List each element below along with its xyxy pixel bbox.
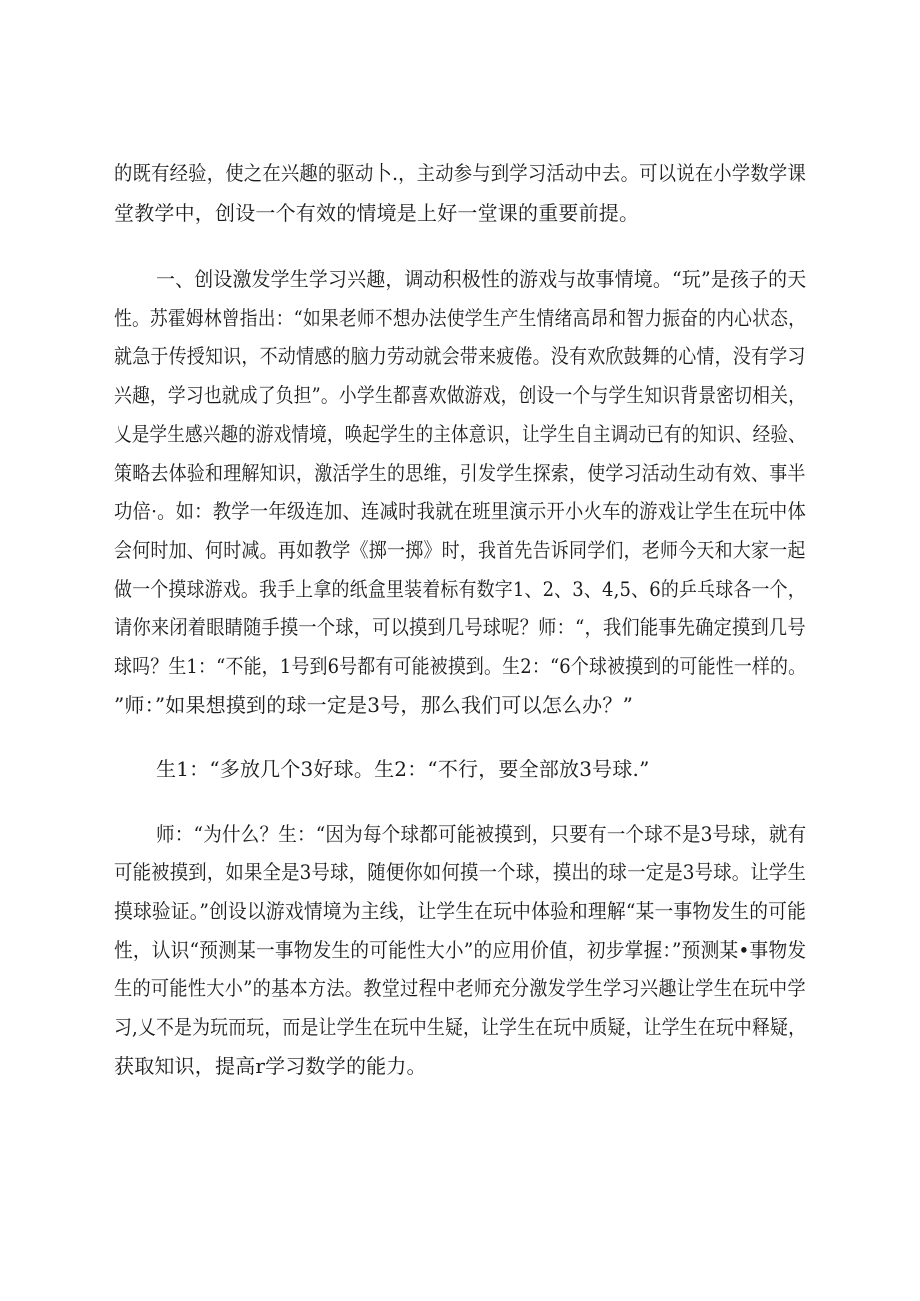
section1-line-8: 会何时加、何时减。再如教学《掷一掷》时，我首先告诉同学们，老师今天和大家一起 xyxy=(114,538,806,562)
section1-line-6: 策略去体验和理解知识，激活学生的思维，引发学生探索，使学习活动生动有效、事半 xyxy=(114,461,806,485)
section1-line-10: 请你来闭着眼睛随手摸一个球，可以摸到几号球呢？师：“，我们能事先确定摸到几号 xyxy=(114,615,806,639)
intro-line-1: 的既有经验，使之在兴趣的驱动卜.，主动参与到学习活动中去。可以说在小学数学课 xyxy=(114,161,806,185)
student-reply-line: 生1：“多放几个3好球。生2：“不行，要全部放3号球.” xyxy=(156,757,650,781)
section2-line-1: 师：“为什么？生：“因为每个球都可能被摸到，只要有一个球不是3号球，就有 xyxy=(156,822,807,846)
section2-line-7: 获取知识，提高r学习数学的能力。 xyxy=(114,1054,427,1078)
section1-line-5: 乂是学生感兴趣的游戏情境，唤起学生的主体意识，让学生自主调动已有的知识、经验、 xyxy=(114,422,806,446)
section2-line-3: 摸球验证。”创设以游戏情境为主线，让学生在玩中体验和理解“某一事物发生的可能 xyxy=(114,899,807,923)
section1-line-1: 一、创设激发学生学习兴趣，调动积极性的游戏与故事情境。“玩”是孩子的天 xyxy=(156,267,807,291)
section2-line-6: 习,乂不是为玩而玩，而是让学生在玩中生疑，让学生在玩中质疑，让学生在玩中释疑， xyxy=(114,1015,807,1039)
section2-line-2: 可能被摸到，如果全是3号球，随便你如何摸一个球，摸出的球一定是3号球。让学生 xyxy=(114,860,807,884)
intro-line-2: 堂教学中，创设一个有效的情境是上好一堂课的重要前提。 xyxy=(114,201,640,225)
section1-line-4: 兴趣，学习也就成了负担”。小学生都喜欢做游戏，创设一个与学生知识背景密切相关， xyxy=(114,383,807,407)
section1-line-3: 就急于传授知识，不动情感的脑力劳动就会带来疲倦。没有欢欣鼓舞的心情，没有学习 xyxy=(114,344,806,368)
section1-line-2: 性。苏霍姆林曾指出：“如果老师不想办法使学生产生情绪高昂和智力振奋的内心状态， xyxy=(114,306,807,330)
section1-line-9: 做一个摸球游戏。我手上拿的纸盒里装着标有数字1、2、3、4,5、6的乒乓球各一个， xyxy=(114,577,806,601)
section2-line-5: 生的可能性大小”的基本方法。教堂过程中老师充分激发学生学习兴趣让学生在玩中学 xyxy=(114,976,806,1000)
section2-line-4: 性，认识“预测某一事物发生的可能性大小”的应用价值，初步掌握：”预测某•事物发 xyxy=(114,938,807,962)
section1-line-12: ”师：”如果想摸到的球一定是3号，那么我们可以怎么办？” xyxy=(114,693,633,717)
section1-line-7: 功倍·。如：教学一年级连加、连减时我就在班里演示开小火车的游戏让学生在玩中体 xyxy=(114,499,806,523)
section1-line-11: 球吗？生1：“不能，1号到6号都有可能被摸到。生2：“6个球被摸到的可能性一样的。 xyxy=(114,654,807,678)
